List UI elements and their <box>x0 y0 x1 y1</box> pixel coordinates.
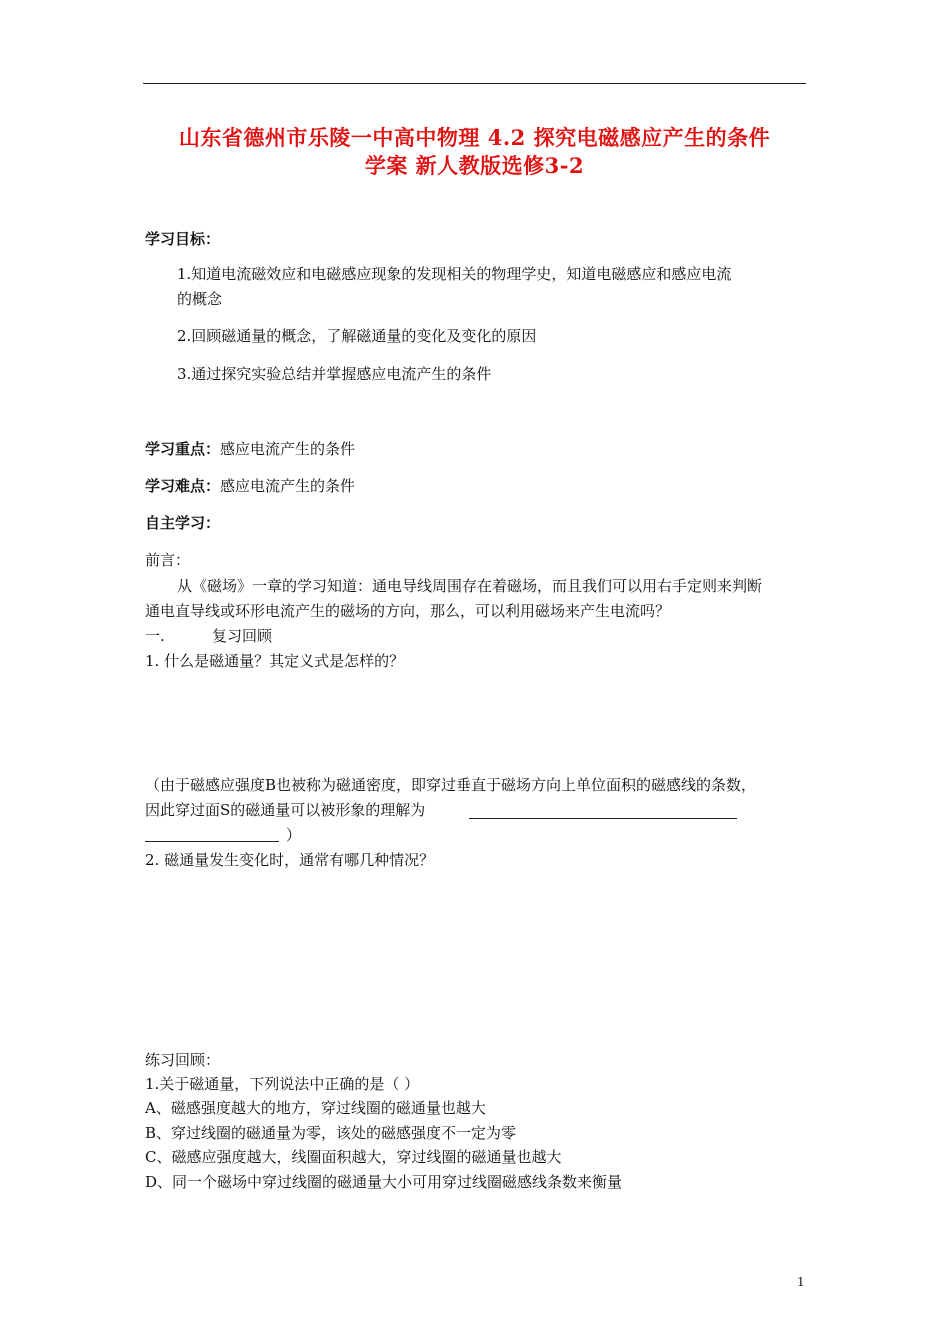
self-study-heading: 自主学习： <box>145 514 221 532</box>
review-note-close: ） <box>286 826 302 844</box>
review-note-line1: （由于磁感应强度B也被称为磁通密度，即穿过垂直于磁场方向上单位面积的磁感线的条数， <box>145 776 757 794</box>
preface-line1: 从《磁场》一章的学习知道：通电导线周围存在着磁场，而且我们可以用右手定则来判断 <box>177 577 763 595</box>
answer-blank-1[interactable] <box>469 818 737 819</box>
preface-label: 前言： <box>145 551 191 569</box>
review-section-title: 复习回顾 <box>212 627 273 645</box>
review-note-line2 <box>145 801 425 819</box>
objective-3: 3.通过探究实验总结并掌握感应电流产生的条件 <box>177 365 492 383</box>
header-rule <box>143 83 806 84</box>
review-question-2: 2. 磁通量发生变化时，通常有哪几种情况？ <box>145 851 435 869</box>
objective-2: 2.回顾磁通量的概念，了解磁通量的变化及变化的原因 <box>177 327 537 345</box>
practice-question: 1.关于磁通量，下列说法中正确的是（ ） <box>145 1075 420 1093</box>
difficulty-label: 学习难点： <box>145 477 221 495</box>
answer-blank-2[interactable] <box>145 841 279 842</box>
objective-1-line2: 的概念 <box>177 290 223 308</box>
option-d: D、同一个磁场中穿过线圈的磁通量大小可用穿过线圈磁感线条数来衡量 <box>145 1173 623 1191</box>
difficulty <box>145 477 355 495</box>
review-question-1: 1. 什么是磁通量？其定义式是怎样的？ <box>145 652 405 670</box>
practice-heading: 练习回顾： <box>145 1051 221 1069</box>
objectives-heading: 学习目标： <box>145 230 221 248</box>
objective-1-line1: 1.知道电流磁效应和电磁感应现象的发现相关的物理学史，知道电磁感应和感应电流 <box>177 265 732 283</box>
option-c: C、磁感应强度越大，线圈面积越大，穿过线圈的磁通量也越大 <box>145 1148 562 1166</box>
page-number: 1 <box>797 1275 805 1289</box>
key-point-text: 感应电流产生的条件 <box>220 440 356 458</box>
review-section-number: 一. <box>145 627 165 645</box>
difficulty-text: 感应电流产生的条件 <box>220 477 356 495</box>
option-b: B、穿过线圈的磁通量为零，该处的磁感强度不一定为零 <box>145 1124 517 1142</box>
document-title-line2: 学案 新人教版选修3-2 <box>364 153 585 178</box>
key-point-label: 学习重点： <box>145 440 221 458</box>
document-title-line1: 山东省德州市乐陵一中高中物理 4.2 探究电磁感应产生的条件 <box>178 125 771 150</box>
preface-line2: 通电直导线或环形电流产生的磁场的方向，那么，可以利用磁场来产生电流吗？ <box>145 602 671 620</box>
review-note-text: 因此穿过面S的磁通量可以被形象的理解为 <box>145 801 426 819</box>
option-a: A、磁感强度越大的地方，穿过线圈的磁通量也越大 <box>145 1099 486 1117</box>
key-point <box>145 440 355 458</box>
